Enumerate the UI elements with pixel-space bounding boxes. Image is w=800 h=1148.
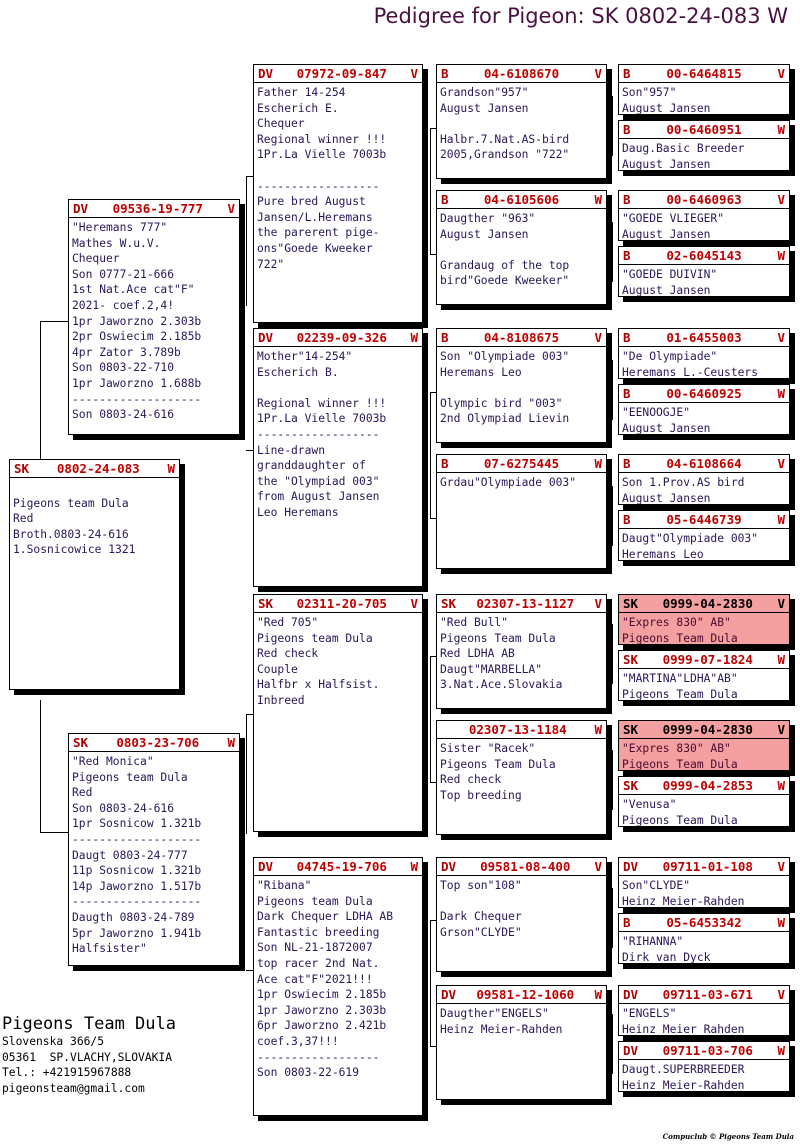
ring-number: 00-6464815	[666, 66, 742, 81]
pigeon-details: Grandson"957" August Jansen Halbr.7.Nat.AS-bird 2005,Grandson "722"	[440, 86, 570, 162]
connector-line	[612, 96, 613, 156]
pigeon-details: "Heremans 777" Mathes W.u.V. Chequer Son 0777-21-666 1st Nat.Ace cat"F" 2021- coef.2,4! 1pr Jaworzno 2.303b 2pr Oswiecim 2.185b 4pr Zator 3.789b Son 0803-22-710 1pr Jaworzno 1.688b ------------------- Son 0803-24-616	[72, 221, 202, 422]
ring-number: 09581-12-1060	[476, 987, 575, 1002]
pigeon-details: Son"CLYDE" Heinz Meier-Rahden	[622, 879, 745, 908]
pigeon-header	[619, 455, 789, 473]
pigeon-details: "Red 705" Pigeons team Dula Red check Couple Halfbr x Halfsist. Inbreed	[257, 616, 380, 707]
sex-marker: W	[594, 192, 602, 207]
pigeon-header	[437, 721, 606, 739]
ring-number: 02307-13-1127	[476, 596, 575, 611]
pigeon-header	[619, 777, 789, 795]
ring-number: 00-6460963	[666, 192, 742, 207]
ring-prefix: SK	[623, 722, 639, 737]
ring-prefix: B	[623, 512, 631, 527]
pigeon-card-mmm	[436, 985, 607, 1100]
sex-marker: W	[777, 122, 785, 137]
pigeon-header	[619, 191, 789, 209]
pigeon-card-mf	[253, 594, 423, 832]
pigeon-details: Top son"108" Dark Chequer Grson"CLYDE"	[440, 879, 522, 939]
pigeon-header	[437, 455, 606, 473]
pigeon-header	[619, 986, 789, 1004]
pigeon-header	[619, 651, 789, 669]
pigeon-details: Daugther "963" August Jansen Grandaug of the top bird"Goede Kweeker"	[440, 212, 570, 288]
sex-marker: V	[777, 456, 785, 471]
pigeon-card-g13	[618, 857, 790, 908]
sex-marker: W	[594, 456, 602, 471]
ring-prefix: SK	[14, 461, 30, 476]
pigeon-card-mmf	[436, 857, 607, 972]
pigeon-card-g12	[618, 776, 790, 827]
connector-line	[612, 750, 613, 810]
sex-marker: V	[594, 66, 602, 81]
pigeon-details: "EENOOGJE" August Jansen	[622, 406, 711, 435]
pigeon-header	[619, 385, 789, 403]
pigeon-card-g3	[618, 190, 790, 241]
pigeon-header	[254, 858, 422, 876]
pigeon-header	[619, 329, 789, 347]
pigeon-details: "Red Bull" Pigeons Team Dula Red LDHA AB Daugt"MARBELLA" 3.Nat.Ace.Slovakia	[440, 616, 563, 692]
ring-number: 04-6108670	[483, 66, 560, 81]
connector-line	[430, 656, 431, 782]
pigeon-header	[69, 200, 239, 218]
pigeon-header	[69, 734, 239, 752]
ring-prefix: B	[623, 248, 631, 263]
sex-marker: V	[594, 859, 602, 874]
sex-marker: V	[777, 66, 785, 81]
connector-line	[40, 832, 68, 833]
pigeon-header	[437, 191, 606, 209]
ring-number: 0999-04-2830	[662, 596, 753, 611]
ring-prefix: SK	[73, 735, 89, 750]
pigeon-details: "GOEDE DUIVIN" August Jansen	[622, 268, 718, 297]
sex-marker: V	[777, 596, 785, 611]
ring-number: 04-6105606	[483, 192, 560, 207]
ring-number: 09581-08-400	[480, 859, 571, 874]
ring-prefix: B	[441, 66, 449, 81]
pigeon-card-g2	[618, 120, 790, 171]
ring-number: 05-6446739	[666, 512, 742, 527]
ring-prefix: DV	[623, 859, 639, 874]
pigeon-details: Daug.Basic Breeder August Jansen	[622, 142, 745, 171]
ring-number: 05-6453342	[666, 915, 742, 930]
pigeon-header	[437, 329, 606, 347]
ring-prefix: DV	[258, 66, 274, 81]
pigeon-details: "ENGELS" Heinz Meier Rahden	[622, 1007, 745, 1036]
ring-number: 04-6108664	[666, 456, 742, 471]
connector-line	[430, 392, 431, 518]
sex-marker: W	[167, 461, 175, 476]
contact-line: 05361 SP.VLACHY,SLOVAKIA	[2, 1050, 173, 1064]
pigeon-details: Grdau"Olympiade 003"	[440, 476, 577, 489]
ring-number: 00-6460925	[666, 386, 742, 401]
connector-line	[612, 486, 613, 546]
connector-line	[40, 321, 68, 322]
sex-marker: W	[777, 386, 785, 401]
ring-number: 0802-24-083	[56, 461, 140, 476]
ring-number: 0803-23-706	[116, 735, 200, 750]
pigeon-details: "Venusa" Pigeons Team Dula	[622, 798, 738, 827]
pigeon-details: Mother"14-254" Escherich B. Regional winner !!! 1Pr.La Vielle 7003b ------------------ Line-drawn granddaughter of the "Olympiad 003" from August Jansen Leo Heremans	[257, 350, 387, 519]
pigeon-card-g8	[618, 510, 790, 561]
sex-marker: W	[777, 778, 785, 793]
pigeon-header	[437, 858, 606, 876]
pigeon-header	[10, 460, 179, 478]
pigeon-details: Father 14-254 Escherich E. Chequer Regional winner !!! 1Pr.La Vielle 7003b ------------------ Pure bred August Jansen/L.Heremans the parerent pige- ons"Goede Kweeker 722"	[257, 86, 387, 271]
ring-prefix: DV	[623, 1043, 639, 1058]
pigeon-card-mff	[436, 594, 607, 709]
pigeon-card-fm	[253, 328, 423, 587]
contact-line: Slovenska 366/5	[2, 1035, 105, 1048]
ring-number: 0999-04-2830	[662, 722, 753, 737]
pigeon-card-g9	[618, 594, 790, 645]
pigeon-details: "MARTINA"LDHA"AB" Pigeons Team Dula	[622, 672, 738, 701]
sex-marker: W	[777, 915, 785, 930]
sex-marker: V	[777, 330, 785, 345]
ring-prefix: DV	[258, 859, 274, 874]
pigeon-header	[254, 65, 422, 83]
ring-number: 04745-19-706	[296, 859, 387, 874]
ring-number: 00-6460951	[666, 122, 742, 137]
sex-marker: W	[410, 330, 418, 345]
pigeon-card-g14	[618, 913, 790, 964]
ring-prefix: DV	[441, 987, 457, 1002]
pigeon-header	[619, 721, 789, 739]
pigeon-header	[437, 595, 606, 613]
pigeon-card-g7	[618, 454, 790, 505]
ring-prefix: SK	[623, 596, 639, 611]
connector-line	[612, 888, 613, 948]
pigeon-card-subject	[9, 459, 180, 690]
connector-line	[40, 321, 41, 461]
sex-marker: V	[777, 192, 785, 207]
ring-prefix: B	[623, 192, 631, 207]
pigeon-header	[619, 858, 789, 876]
pigeon-header	[619, 1042, 789, 1060]
pigeon-card-fmf	[436, 328, 607, 443]
connector-line	[430, 920, 431, 1046]
pigeon-header	[619, 914, 789, 932]
pigeon-details: Son"957" August Jansen	[622, 86, 711, 115]
pigeon-details: Daugt.SUPERBREEDER Heinz Meier-Rahden	[622, 1063, 745, 1092]
connector-line	[246, 176, 247, 306]
sex-marker: V	[227, 201, 235, 216]
pigeon-details: "Expres 830" AB" Pigeons Team Dula	[622, 742, 738, 771]
ring-prefix: B	[623, 330, 631, 345]
ring-number: 0999-04-2853	[662, 778, 753, 793]
pigeon-details: "Red Monica" Pigeons team Dula Red Son 0803-24-616 1pr Sosnicow 1.321b ------------------- Daugt 0803-24-777 11p Sosnicow 1.321b 14p Jaworzno 1.517b ------------------- Daugth 0803-24-789 5pr Jaworzno 1.941b Halfsister"	[72, 755, 202, 956]
ring-number: 02311-20-705	[296, 596, 387, 611]
pigeon-details: "RIHANNA" Dirk van Dyck	[622, 935, 711, 964]
footer-credit: Compuclub © Pigeons Team Dula	[662, 1132, 794, 1141]
sex-marker: W	[777, 652, 785, 667]
pigeon-details: "De Olympiade" Heremans L.-Ceusters	[622, 350, 759, 379]
pigeon-card-g16	[618, 1041, 790, 1092]
connector-line	[246, 176, 253, 177]
contact-name: Pigeons Team Dula	[2, 1014, 176, 1034]
ring-prefix: B	[623, 386, 631, 401]
pigeon-details: Daugt"Olympiade 003" Heremans Leo	[622, 532, 759, 561]
sex-marker: W	[410, 859, 418, 874]
pigeon-header	[619, 121, 789, 139]
ring-prefix: SK	[623, 652, 639, 667]
ring-number: 04-8108675	[483, 330, 560, 345]
pigeon-card-father	[68, 199, 240, 435]
sex-marker: V	[777, 722, 785, 737]
pigeon-header	[619, 511, 789, 529]
pigeon-card-g5	[618, 328, 790, 379]
ring-prefix: B	[623, 122, 631, 137]
sex-marker: W	[594, 987, 602, 1002]
ring-prefix: B	[623, 66, 631, 81]
contact-block	[2, 1014, 176, 1096]
sex-marker: V	[594, 596, 602, 611]
pigeon-details: Pigeons team Dula Red Broth.0803-24-616 1.Sosnicowice 1321	[13, 496, 136, 557]
pigeon-details: "GOEDE VLIEGER" August Jansen	[622, 212, 725, 241]
ring-prefix: B	[441, 456, 449, 471]
contact-line: Tel.: +421915967888	[2, 1066, 132, 1079]
ring-number: 09711-03-671	[662, 987, 753, 1002]
pigeon-card-g15	[618, 985, 790, 1036]
pigeon-card-fmm	[436, 454, 607, 569]
pigeon-details: Sister "Racek" Pigeons Team Dula Red check Top breeding	[440, 742, 556, 802]
ring-number: 07972-09-847	[296, 66, 387, 81]
page-title: Pedigree for Pigeon: SK 0802-24-083 W	[373, 4, 788, 28]
ring-number: 07-6275445	[483, 456, 560, 471]
pigeon-card-mm	[253, 857, 423, 1116]
sex-marker: W	[227, 735, 235, 750]
sex-marker: W	[777, 1043, 785, 1058]
sex-marker: V	[777, 987, 785, 1002]
pigeon-header	[619, 595, 789, 613]
pigeon-header	[619, 65, 789, 83]
pigeon-card-g10	[618, 650, 790, 701]
pigeon-card-g1	[618, 64, 790, 115]
connector-line	[612, 624, 613, 684]
sex-marker: V	[594, 330, 602, 345]
connector-line	[246, 714, 247, 834]
connector-line	[430, 128, 431, 254]
ring-prefix: B	[441, 330, 449, 345]
pigeon-header	[437, 986, 606, 1004]
pigeon-card-ff	[253, 64, 423, 323]
ring-prefix: B	[441, 192, 449, 207]
ring-number: 02-6045143	[666, 248, 742, 263]
pigeon-header	[254, 595, 422, 613]
ring-number: 09711-03-706	[662, 1043, 753, 1058]
sex-marker: V	[410, 596, 418, 611]
pigeon-header	[254, 329, 422, 347]
pigeon-card-fff	[436, 64, 607, 179]
ring-number: 09536-19-777	[112, 201, 203, 216]
pigeon-details: Son 1.Prov.AS bird August Jansen	[622, 476, 745, 505]
sex-marker: V	[777, 859, 785, 874]
pigeon-card-ffm	[436, 190, 607, 305]
ring-prefix: SK	[441, 596, 457, 611]
ring-prefix: SK	[623, 778, 639, 793]
ring-number: 09711-01-108	[662, 859, 753, 874]
ring-prefix: B	[623, 915, 631, 930]
pigeon-details: Son "Olympiade 003" Heremans Leo Olympic bird "003" 2nd Olympiad Lievin	[440, 350, 570, 426]
pigeon-header	[437, 65, 606, 83]
pigeon-header	[619, 247, 789, 265]
ring-prefix: DV	[73, 201, 89, 216]
contact-email: pigeonsteam@gmail.com	[2, 1081, 145, 1095]
sex-marker: V	[410, 66, 418, 81]
pigeon-card-g6	[618, 384, 790, 435]
sex-marker: W	[777, 248, 785, 263]
ring-number: 0999-07-1824	[662, 652, 753, 667]
pigeon-card-mother	[68, 733, 240, 966]
sex-marker: W	[777, 512, 785, 527]
ring-prefix: SK	[258, 596, 274, 611]
ring-prefix: B	[623, 456, 631, 471]
ring-prefix: DV	[623, 987, 639, 1002]
ring-prefix: DV	[441, 859, 457, 874]
pigeon-details: "Expres 830" AB" Pigeons Team Dula	[622, 616, 738, 645]
ring-prefix: DV	[258, 330, 274, 345]
pigeon-details: "Ribana" Pigeons team Dula Dark Chequer LDHA AB Fantastic breeding Son NL-21-1872007 top racer 2nd Nat. Ace cat"F"2021!!! 1pr Oswiecim 2.185b 1pr Jaworzno 2.303b 6pr Jaworzno 2.421b coef.3,37!!! ------------------ Son 0803-22-619	[257, 879, 394, 1080]
pigeon-card-g11	[618, 720, 790, 771]
ring-number: 02239-09-326	[296, 330, 387, 345]
connector-line	[612, 1014, 613, 1074]
ring-number: 01-6455003	[666, 330, 742, 345]
ring-number: 02307-13-1184	[468, 722, 567, 737]
connector-line	[612, 222, 613, 282]
connector-line	[40, 700, 41, 832]
pigeon-card-g4	[618, 246, 790, 297]
connector-line	[246, 970, 253, 971]
sex-marker: W	[594, 722, 602, 737]
pigeon-card-mfm	[436, 720, 607, 835]
connector-line	[246, 450, 253, 451]
pigeon-details: Daugther"ENGELS" Heinz Meier-Rahden	[440, 1007, 563, 1036]
connector-line	[246, 714, 253, 715]
connector-line	[612, 360, 613, 420]
